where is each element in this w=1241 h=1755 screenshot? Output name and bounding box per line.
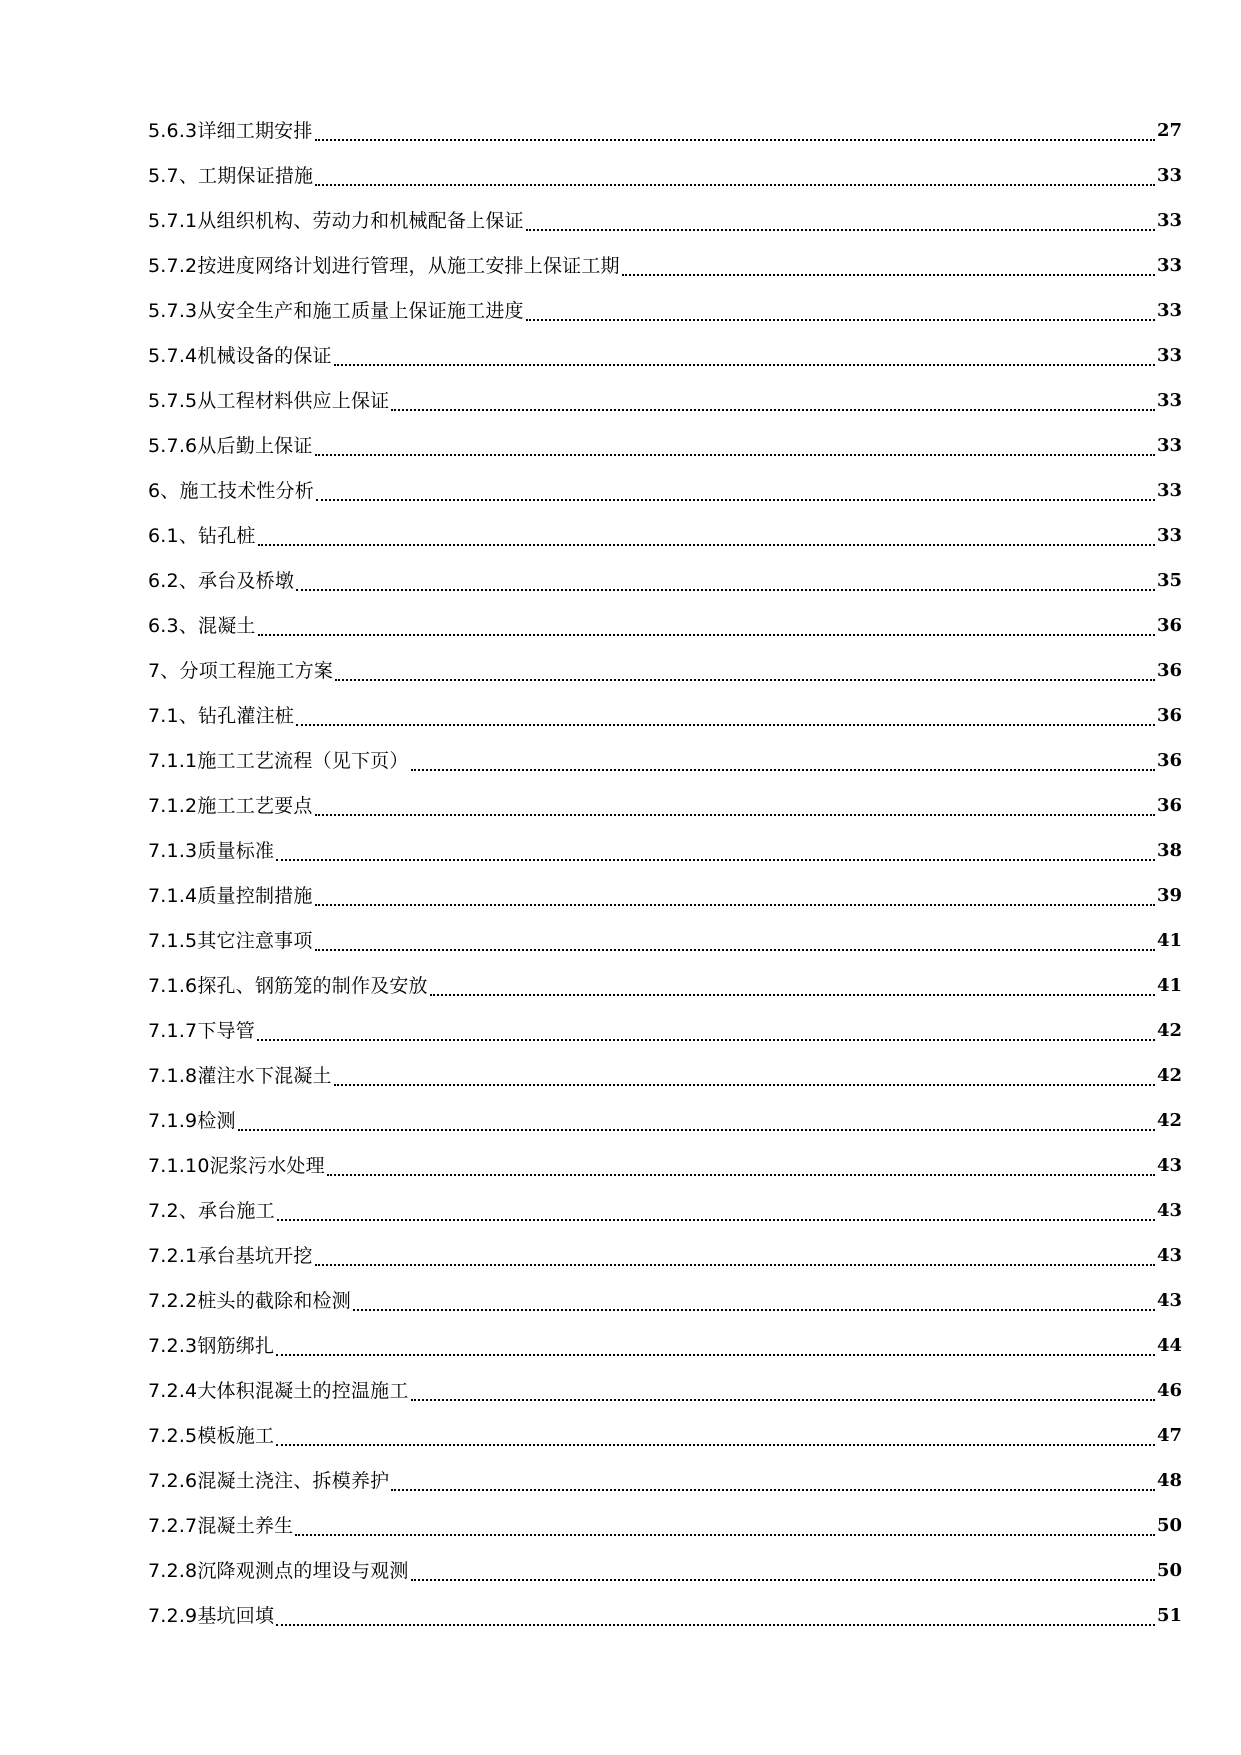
toc-entry-title: 7.1.6探孔、钢筋笼的制作及安放 (148, 975, 428, 997)
toc-dot-leader (391, 1469, 1155, 1491)
toc-entry[interactable] (148, 1019, 1182, 1064)
toc-entry[interactable] (148, 1064, 1182, 1109)
toc-entry-page-number: 36 (1156, 705, 1182, 726)
toc-entry[interactable] (148, 929, 1182, 974)
toc-entry-title: 6、施工技术性分析 (148, 480, 314, 502)
toc-entry-title: 7.2.4大体积混凝土的控温施工 (148, 1380, 409, 1402)
toc-entry-title: 7.1.9检测 (148, 1110, 236, 1132)
toc-entry[interactable] (148, 434, 1182, 479)
toc-dot-leader (295, 1514, 1155, 1536)
toc-entry[interactable] (148, 749, 1182, 794)
toc-entry-title: 5.7.5从工程材料供应上保证 (148, 390, 390, 412)
toc-dot-leader (430, 974, 1155, 996)
toc-entry-title: 7.2.2桩头的截除和检测 (148, 1290, 351, 1312)
toc-entry-page-number: 33 (1156, 525, 1182, 546)
toc-entry-page-number: 41 (1156, 930, 1182, 951)
toc-dot-leader (315, 164, 1155, 186)
toc-entry-title: 6.3、混凝土 (148, 615, 256, 637)
toc-entry-title: 6.2、承台及桥墩 (148, 570, 295, 592)
toc-entry-page-number: 42 (1156, 1020, 1182, 1041)
toc-dot-leader (238, 1109, 1155, 1131)
toc-dot-leader (315, 929, 1155, 951)
toc-entry-page-number: 51 (1156, 1605, 1182, 1626)
toc-entry-page-number: 47 (1156, 1425, 1182, 1446)
toc-entry-title: 7.1、钻孔灌注桩 (148, 705, 295, 727)
toc-entry[interactable] (148, 344, 1182, 389)
toc-dot-leader (411, 1559, 1155, 1581)
toc-entry[interactable] (148, 1289, 1182, 1334)
toc-entry-page-number: 44 (1156, 1335, 1182, 1356)
toc-entry-page-number: 41 (1156, 975, 1182, 996)
toc-entry[interactable] (148, 164, 1182, 209)
toc-entry-title: 7.2.8沉降观测点的埋设与观测 (148, 1560, 409, 1582)
toc-entry-page-number: 35 (1156, 570, 1182, 591)
toc-entry-title: 5.7.2按进度网络计划进行管理，从施工安排上保证工期 (148, 255, 620, 277)
toc-dot-leader (316, 479, 1155, 501)
toc-entry-page-number: 42 (1156, 1110, 1182, 1131)
toc-entry-page-number: 33 (1156, 345, 1182, 366)
toc-entry-title: 7.2.9基坑回填 (148, 1605, 275, 1627)
toc-entry-page-number: 46 (1156, 1380, 1182, 1401)
toc-entry-title: 5.7.3从安全生产和施工质量上保证施工进度 (148, 300, 524, 322)
toc-entry-title: 7.1.2施工工艺要点 (148, 795, 313, 817)
toc-entry[interactable] (148, 479, 1182, 524)
toc-entry-page-number: 36 (1156, 615, 1182, 636)
toc-dot-leader (296, 704, 1155, 726)
toc-entry[interactable] (148, 254, 1182, 299)
toc-dot-leader (276, 1424, 1155, 1446)
toc-dot-leader (335, 659, 1155, 681)
toc-entry-page-number: 33 (1156, 435, 1182, 456)
toc-entry[interactable] (148, 794, 1182, 839)
toc-entry-page-number: 42 (1156, 1065, 1182, 1086)
toc-entry-page-number: 36 (1156, 795, 1182, 816)
toc-entry-page-number: 43 (1156, 1290, 1182, 1311)
toc-dot-leader (315, 1244, 1155, 1266)
toc-entry-page-number: 38 (1156, 840, 1182, 861)
toc-entry-title: 7.1.3质量标准 (148, 840, 275, 862)
toc-entry-page-number: 43 (1156, 1155, 1182, 1176)
toc-dot-leader (334, 1064, 1155, 1086)
toc-entry-title: 7.2.3钢筋绑扎 (148, 1335, 275, 1357)
toc-entry-page-number: 43 (1156, 1200, 1182, 1221)
toc-entry-page-number: 50 (1156, 1515, 1182, 1536)
toc-dot-leader (276, 839, 1155, 861)
toc-entry-title: 7.2.1承台基坑开挖 (148, 1245, 313, 1267)
toc-entry[interactable] (148, 1469, 1182, 1514)
toc-entry[interactable] (148, 1559, 1182, 1604)
toc-entry-page-number: 43 (1156, 1245, 1182, 1266)
toc-dot-leader (276, 1334, 1155, 1356)
toc-entry[interactable] (148, 389, 1182, 434)
toc-entry-title: 6.1、钻孔桩 (148, 525, 256, 547)
toc-dot-leader (258, 614, 1155, 636)
toc-dot-leader (411, 749, 1155, 771)
toc-dot-leader (315, 884, 1155, 906)
toc-entry-page-number: 33 (1156, 165, 1182, 186)
toc-dot-leader (526, 209, 1155, 231)
toc-entry-page-number: 36 (1156, 660, 1182, 681)
toc-dot-leader (277, 1199, 1155, 1221)
toc-entry-title: 5.6.3详细工期安排 (148, 120, 313, 142)
toc-entry-title: 7.1.1施工工艺流程（见下页） (148, 750, 409, 772)
toc-entry-title: 7.2.5模板施工 (148, 1425, 275, 1447)
toc-dot-leader (391, 389, 1155, 411)
toc-dot-leader (334, 344, 1155, 366)
toc-entry[interactable] (148, 839, 1182, 884)
toc-entry-title: 7.2.7混凝土养生 (148, 1515, 294, 1537)
toc-entry-title: 5.7.6从后勤上保证 (148, 435, 313, 457)
toc-entry-page-number: 39 (1156, 885, 1182, 906)
toc-entry[interactable] (148, 1379, 1182, 1424)
toc-entry[interactable] (148, 614, 1182, 659)
toc-entry-title: 7.1.5其它注意事项 (148, 930, 313, 952)
toc-dot-leader (258, 524, 1155, 546)
toc-entry[interactable] (148, 299, 1182, 344)
toc-entry[interactable] (148, 659, 1182, 704)
toc-entry[interactable] (148, 524, 1182, 569)
toc-entry[interactable] (148, 1604, 1182, 1649)
table-of-contents (148, 119, 1182, 1649)
toc-dot-leader (315, 434, 1155, 456)
toc-entry[interactable] (148, 1514, 1182, 1559)
toc-entry-title: 7.1.4质量控制措施 (148, 885, 313, 907)
toc-dot-leader (315, 119, 1155, 141)
toc-dot-leader (353, 1289, 1155, 1311)
toc-dot-leader (411, 1379, 1155, 1401)
toc-entry[interactable] (148, 209, 1182, 254)
toc-entry[interactable] (148, 1109, 1182, 1154)
toc-entry[interactable] (148, 704, 1182, 749)
toc-entry-title: 7.1.7下导管 (148, 1020, 255, 1042)
toc-entry-title: 5.7、工期保证措施 (148, 165, 314, 187)
toc-entry-page-number: 33 (1156, 480, 1182, 501)
toc-entry-page-number: 36 (1156, 750, 1182, 771)
toc-entry-title: 5.7.4机械设备的保证 (148, 345, 332, 367)
toc-entry[interactable] (148, 884, 1182, 929)
toc-dot-leader (622, 254, 1155, 276)
toc-entry-page-number: 50 (1156, 1560, 1182, 1581)
toc-entry-title: 7.2.6混凝土浇注、拆模养护 (148, 1470, 390, 1492)
toc-entry[interactable] (148, 1154, 1182, 1199)
toc-entry-title: 7、分项工程施工方案 (148, 660, 334, 682)
toc-entry-page-number: 27 (1156, 120, 1182, 141)
toc-entry-page-number: 33 (1156, 390, 1182, 411)
toc-entry-title: 7.1.8灌注水下混凝土 (148, 1065, 332, 1087)
toc-dot-leader (327, 1154, 1155, 1176)
toc-dot-leader (296, 569, 1155, 591)
toc-entry[interactable] (148, 569, 1182, 614)
toc-dot-leader (257, 1019, 1155, 1041)
toc-entry-page-number: 48 (1156, 1470, 1182, 1491)
toc-entry[interactable] (148, 1334, 1182, 1379)
toc-entry[interactable] (148, 1244, 1182, 1289)
toc-entry[interactable] (148, 1424, 1182, 1469)
toc-entry-page-number: 33 (1156, 300, 1182, 321)
toc-entry-title: 5.7.1从组织机构、劳动力和机械配备上保证 (148, 210, 524, 232)
toc-dot-leader (315, 794, 1155, 816)
toc-entry[interactable] (148, 1199, 1182, 1244)
toc-entry-page-number: 33 (1156, 210, 1182, 231)
toc-entry[interactable] (148, 119, 1182, 164)
toc-dot-leader (526, 299, 1155, 321)
toc-dot-leader (276, 1604, 1155, 1626)
toc-entry-page-number: 33 (1156, 255, 1182, 276)
toc-entry[interactable] (148, 974, 1182, 1019)
toc-entry-title: 7.1.10泥浆污水处理 (148, 1155, 325, 1177)
toc-entry-title: 7.2、承台施工 (148, 1200, 275, 1222)
